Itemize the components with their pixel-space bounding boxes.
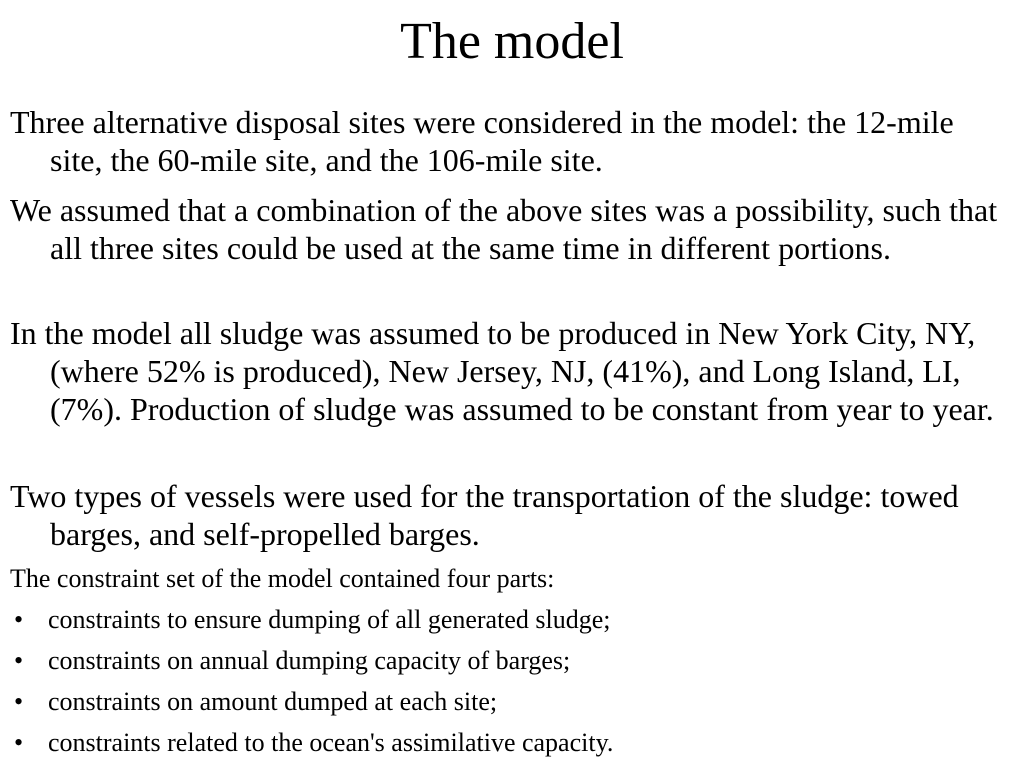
bullet-icon: • <box>14 605 24 634</box>
constraint-text: constraints related to the ocean's assimilative capacity. <box>48 728 614 757</box>
list-item <box>14 645 570 677</box>
paragraph-site-combination: We assumed that a combination of the above sites was a possibility, such that all three sites could be used at the same time in different portions. <box>10 192 998 266</box>
paragraph-vessel-types: Two types of vessels were used for the transportation of the sludge: towed barges, and self-propelled barges. <box>10 478 959 552</box>
constraint-text: constraints on amount dumped at each site; <box>48 687 498 716</box>
list-item <box>14 604 610 636</box>
constraint-text: constraints on annual dumping capacity of barges; <box>48 646 571 675</box>
constraints-intro: The constraint set of the model contained four parts: <box>10 564 555 593</box>
constraint-text: constraints to ensure dumping of all generated sludge; <box>48 605 611 634</box>
list-item <box>14 727 613 759</box>
bullet-icon: • <box>14 646 24 675</box>
list-item <box>14 686 497 718</box>
paragraph-disposal-sites: Three alternative disposal sites were considered in the model: the 12-mile site, the 60-mile site, and the 106-mile site. <box>10 104 954 178</box>
bullet-icon: • <box>14 687 24 716</box>
paragraph-sludge-production: In the model all sludge was assumed to be produced in New York City, NY, (where 52% is produced), New Jersey, NJ, (41%), and Long Island, LI, (7%). Production of sludge was assumed to be constant from year to year. <box>10 315 994 427</box>
bullet-icon: • <box>14 728 24 757</box>
slide-title: The model <box>400 13 624 70</box>
